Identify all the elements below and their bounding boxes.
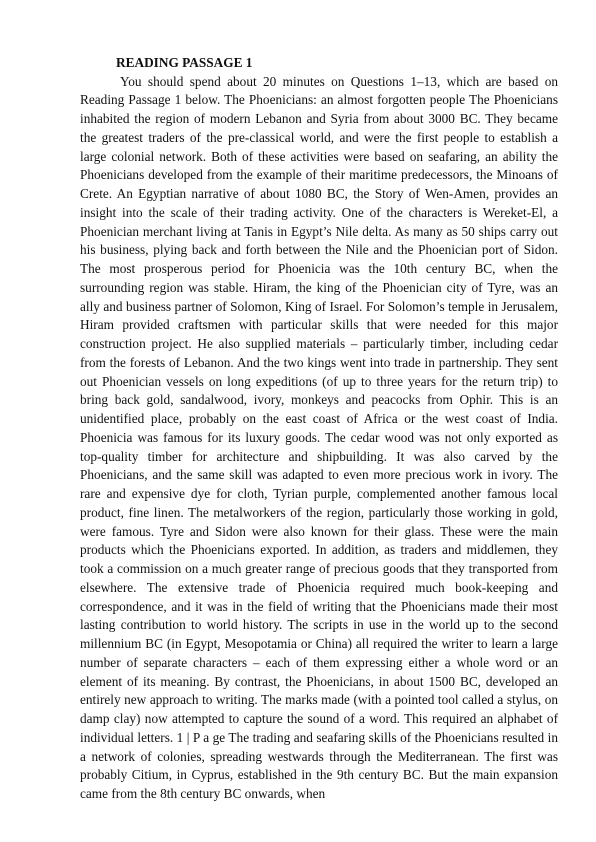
document-page [80,54,558,804]
passage-body: You should spend about 20 minutes on Questions 1–13, which are based on Reading Passage 1 below. The Phoenicians: an almost forgotten people The Phoenicians inhabited the region of modern Lebanon and Syria from about 3000 BC. They became the greatest traders of the pre-classical world, and were the first people to establish a large colonial network. Both of these activities were based on seafaring, an ability the Phoenicians developed from the example of their maritime predecessors, the Minoans of Crete. An Egyptian narrative of about 1080 BC, the Story of Wen-Amen, provides an insight into the scale of their trading activity. One of the characters is Wereket-El, a Phoenician merchant living at Tanis in Egypt’s Nile delta. As many as 50 ships carry out his business, plying back and forth between the Nile and the Phoenician port of Sidon. The most prosperous period for Phoenicia was the 10th century BC, when the surrounding region was stable. Hiram, the king of the Phoenician city of Tyre, was an ally and business partner of Solomon, King of Israel. For Solomon’s temple in Jerusalem, Hiram provided craftsmen with particular skills that were needed for this major construction project. He also supplied materials – particularly timber, including cedar from the forests of Lebanon. And the two kings went into trade in partnership. They sent out Phoenician vessels on long expeditions (of up to three years for the return trip) to bring back gold, sandalwood, ivory, monkeys and peacocks from Ophir. This is an unidentified place, probably on the east coast of Africa or the west coast of India. Phoenicia was famous for its luxury goods. The cedar wood was not only exported as top-quality timber for architecture and shipbuilding. It was also carved by the Phoenicians, and the same skill was adapted to even more precious work in ivory. The rare and expensive dye for cloth, Tyrian purple, complemented another famous local product, fine linen. The metalworkers of the region, particularly those working in gold, were famous. Tyre and Sidon were also known for their glass. These were the main products which the Phoenicians exported. In addition, as traders and middlemen, they took a commission on a much greater range of precious goods that they transported from elsewhere. The extensive trade of Phoenicia required much book-keeping and correspondence, and it was in the field of writing that the Phoenicians made their most lasting contribution to world history. The scripts in use in the world up to the second millennium BC (in Egypt, Mesopotamia or China) all required the writer to learn a large number of separate characters – each of them expressing either a whole word or an element of its meaning. By contrast, the Phoenicians, in about 1500 BC, developed an entirely new approach to writing. The marks made (with a pointed tool called a stylus, on damp clay) now attempted to capture the sound of a word. This required an alphabet of individual letters. 1 | P a ge The trading and seafaring skills of the Phoenicians resulted in a network of colonies, spreading westwards through the Mediterranean. The first was probably Citium, in Cyprus, established in the 9th century BC. But the main expansion came from the 8th century BC onwards, when [80,73,558,802]
passage-heading: READING PASSAGE 1 [116,55,253,70]
